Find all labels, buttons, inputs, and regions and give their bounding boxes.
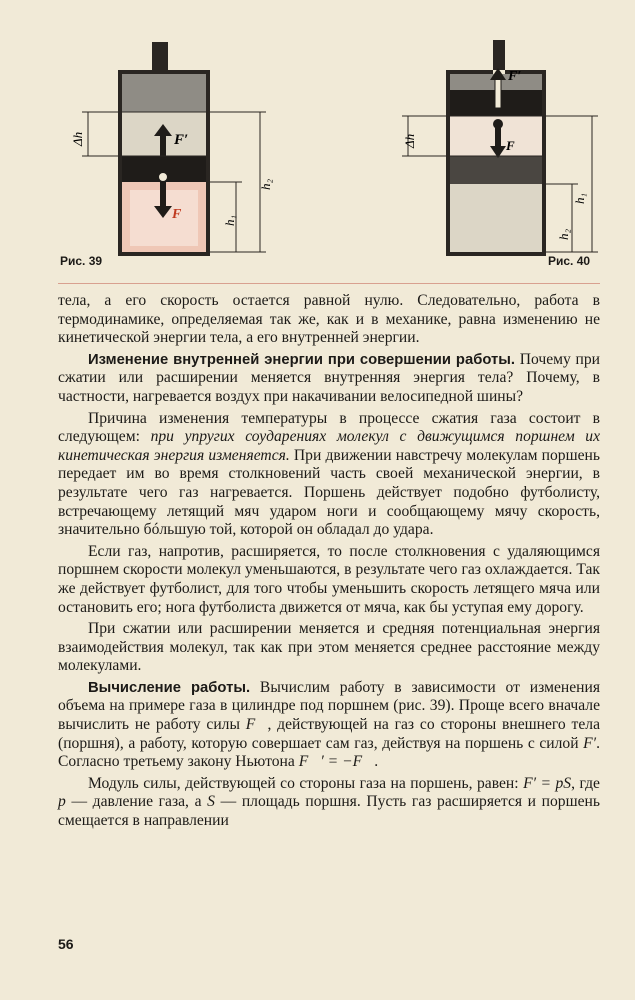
label-h1: h₁ — [222, 214, 237, 226]
page-number: 56 — [58, 936, 74, 952]
divider — [58, 283, 600, 284]
paragraph: Если газ, напротив, расширяется, то после столкновения с удаляющимся поршнем скорости молекул уменьшаются, в результате чего газ охлаждается. Так же действует футболист, для того чтобы уменьшить скорость летящего мяча или остановить его; нога футболиста движется от мяча, как бы уступая ему дорогу. — [58, 542, 600, 616]
upper-volume — [122, 74, 206, 112]
figure-39 — [70, 40, 310, 280]
gas-volume — [450, 184, 542, 252]
caption-fig39: Рис. 39 — [60, 254, 103, 268]
label-h2: h₂ — [556, 228, 571, 240]
cylinder-bottom — [118, 252, 210, 256]
cylinder-wall-left — [118, 70, 122, 256]
label-delta-h: Δh — [70, 131, 85, 146]
paragraph: Вычисление работы. Вычислим работу в зависимости от изменения объема на примере газа в цилиндре под поршнем (рис. 39). Проще всего вначале вычислить не работу силы F⃗, действующей на газ со стороны внешнего тела (поршня), а работу, которую совершает сам газ, действуя на поршень с силой F′. Согласно третьему закону Ньютона F⃗′ = −F⃗. — [58, 678, 600, 771]
label-f-prime: F′ — [508, 69, 522, 84]
paragraph: При сжатии или расширении меняется и средняя потенциальная энергия взаимодействия молекул, так как при этом меняется среднее расстояние между молекулами. — [58, 620, 600, 675]
cylinder-wall-right — [542, 70, 546, 256]
label-h2: h₂ — [258, 178, 273, 190]
section-heading: Изменение внутренней энергии при совершении работы. — [88, 351, 515, 368]
paragraph: Причина изменения температуры в процессе сжатия газа состоит в следующем: при упругих соударениях молекул с движущимся поршнем их кинетическая энергия изменяется. При движении навстречу молекулам поршень передает им во время столкновений часть своей механической энергии, в результате чего газ нагревается. Поршень действует подобно футболисту, встречающему летящий мяч ударом ноги и сообщающему мячу скорость, значительно бóльшую той, которой он обладал до удара. — [58, 409, 601, 539]
label-h1: h₁ — [572, 192, 587, 204]
paragraph: Модуль силы, действующей со стороны газа на поршень, равен: F′ = pS, где p — давление газа, а S — площадь поршня. Пусть газ расширяется и поршень смещается в направлении — [58, 774, 600, 830]
section-heading: Вычисление работы. — [88, 679, 251, 696]
label-f: F — [506, 138, 515, 153]
figure-40 — [400, 40, 600, 280]
paragraph: Изменение внутренней энергии при совершении работы. Почему при сжатии или расширении меняется внутренняя энергия тела? Почему, в частности, нагревается воздух при накачивании велосипедной шины? — [58, 350, 600, 405]
figures-row — [0, 40, 635, 280]
label-f: F — [172, 207, 182, 222]
cylinder-bottom — [446, 252, 546, 256]
cylinder-wall-left — [446, 70, 450, 256]
caption-fig40: Рис. 40 — [548, 254, 591, 268]
body-text — [58, 292, 600, 834]
piston-rod — [152, 42, 168, 76]
paragraph: тела, а его скорость остается равной нулю. Следовательно, работа в термодинамике, определяемая так же, как и в механике, равна изменению не кинетической энергии тела, а его внутренней энергии. — [58, 292, 600, 347]
cylinder-wall-right — [206, 70, 210, 256]
label-f-prime: F′ — [174, 132, 189, 148]
label-delta-h: Δh — [402, 133, 417, 148]
